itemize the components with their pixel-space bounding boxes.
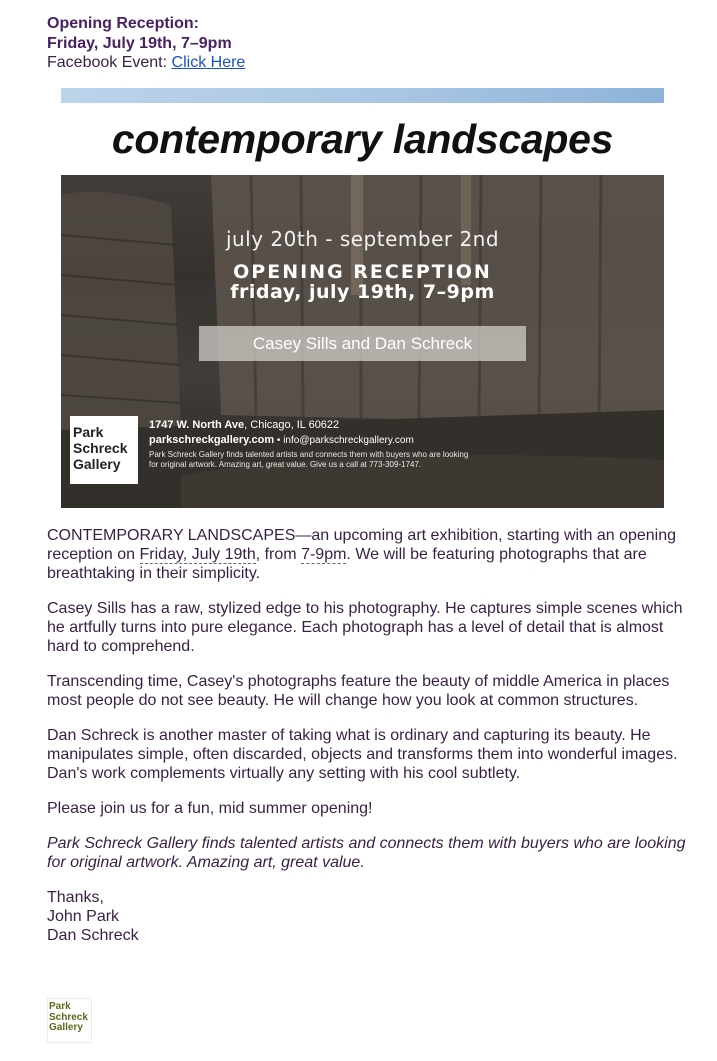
signature-dan: Dan Schreck bbox=[47, 927, 139, 944]
address-street: 1747 W. North Ave bbox=[149, 419, 245, 431]
logo-line-2: Schreck bbox=[73, 440, 128, 456]
footer-logo-line-3: Gallery bbox=[49, 1022, 83, 1033]
gallery-logo bbox=[70, 416, 138, 484]
sky-strip bbox=[61, 88, 664, 103]
facebook-event-row bbox=[47, 53, 245, 73]
intro-text-a: CONTEMPORARY LANDSCAPES—an upcoming art exhibition, starting with an opening reception on bbox=[47, 527, 677, 563]
gallery-contact-info bbox=[149, 419, 469, 469]
logo-line-3: Gallery bbox=[73, 456, 121, 472]
exhibition-banner bbox=[61, 88, 664, 508]
intro-text-b: , from bbox=[255, 546, 302, 563]
address-city: , Chicago, IL 60622 bbox=[244, 419, 340, 431]
footer-gallery-logo bbox=[47, 998, 92, 1043]
opening-reception-heading: OPENING RECEPTION bbox=[233, 261, 492, 283]
facebook-event-label: Facebook Event: bbox=[47, 54, 168, 71]
signature-john: John Park bbox=[47, 908, 120, 925]
footer-logo-line-2: Schreck bbox=[49, 1011, 88, 1023]
intro-date: Friday, July 19th bbox=[139, 546, 256, 563]
gallery-web-row bbox=[149, 434, 469, 448]
reception-date: Friday, July 19th, 7–9pm bbox=[47, 34, 232, 52]
reception-title: Opening Reception: bbox=[47, 15, 199, 32]
gallery-email: • info@parkschreckgallery.com bbox=[274, 434, 414, 446]
paragraph-dan: Dan Schreck is another master of taking what is ordinary and capturing its beauty. He manipulates simple, often discarded, objects and transforms them into wonderful images. Dan's work complements virtually any setting with his cool subtlety. bbox=[47, 727, 678, 782]
banner-photo bbox=[61, 175, 664, 508]
artists-label: Casey Sills and Dan Schreck bbox=[199, 326, 526, 361]
intro-time: 7-9pm bbox=[301, 546, 347, 563]
email-header bbox=[47, 14, 245, 73]
opening-reception-date: friday, july 19th, 7–9pm bbox=[230, 281, 495, 303]
gallery-address bbox=[149, 419, 469, 432]
paragraph-intro bbox=[47, 526, 687, 583]
exhibition-dates: july 20th - september 2nd bbox=[225, 227, 500, 251]
gallery-blurb: Park Schreck Gallery finds talented artists and connects them with buyers who are looking for original artwork. Amazing art, great value. Give us a call at 773-309-1747. bbox=[149, 450, 469, 469]
logo-line-1: Park bbox=[73, 424, 104, 440]
banner-headline: contemporary landscapes bbox=[111, 116, 614, 162]
signature-thanks: Thanks, bbox=[47, 889, 104, 906]
footer-logo-line-1: Park bbox=[49, 1001, 71, 1012]
paragraph-tagline: Park Schreck Gallery finds talented artists and connects them with buyers who are looking for original artwork. Amazing art, great value. bbox=[47, 835, 686, 871]
gallery-website: parkschreckgallery.com bbox=[149, 433, 275, 446]
paragraph-casey-2: Transcending time, Casey's photographs feature the beauty of middle America in places most people do not see beauty. He will change how you look at common structures. bbox=[47, 673, 670, 709]
paragraph-invite: Please join us for a fun, mid summer opening! bbox=[47, 800, 373, 817]
intro-text-c: . We will be featuring photographs that are breathtaking in their simplicity. bbox=[47, 546, 647, 582]
email-body bbox=[47, 526, 687, 945]
paragraph-casey-1: Casey Sills has a raw, stylized edge to his photography. He captures simple scenes which he artfully turns into pure elegance. Each photograph has a level of detail that is almost hard to comprehend. bbox=[47, 600, 683, 655]
signature bbox=[47, 888, 687, 945]
facebook-event-link[interactable]: Click Here bbox=[171, 54, 246, 71]
